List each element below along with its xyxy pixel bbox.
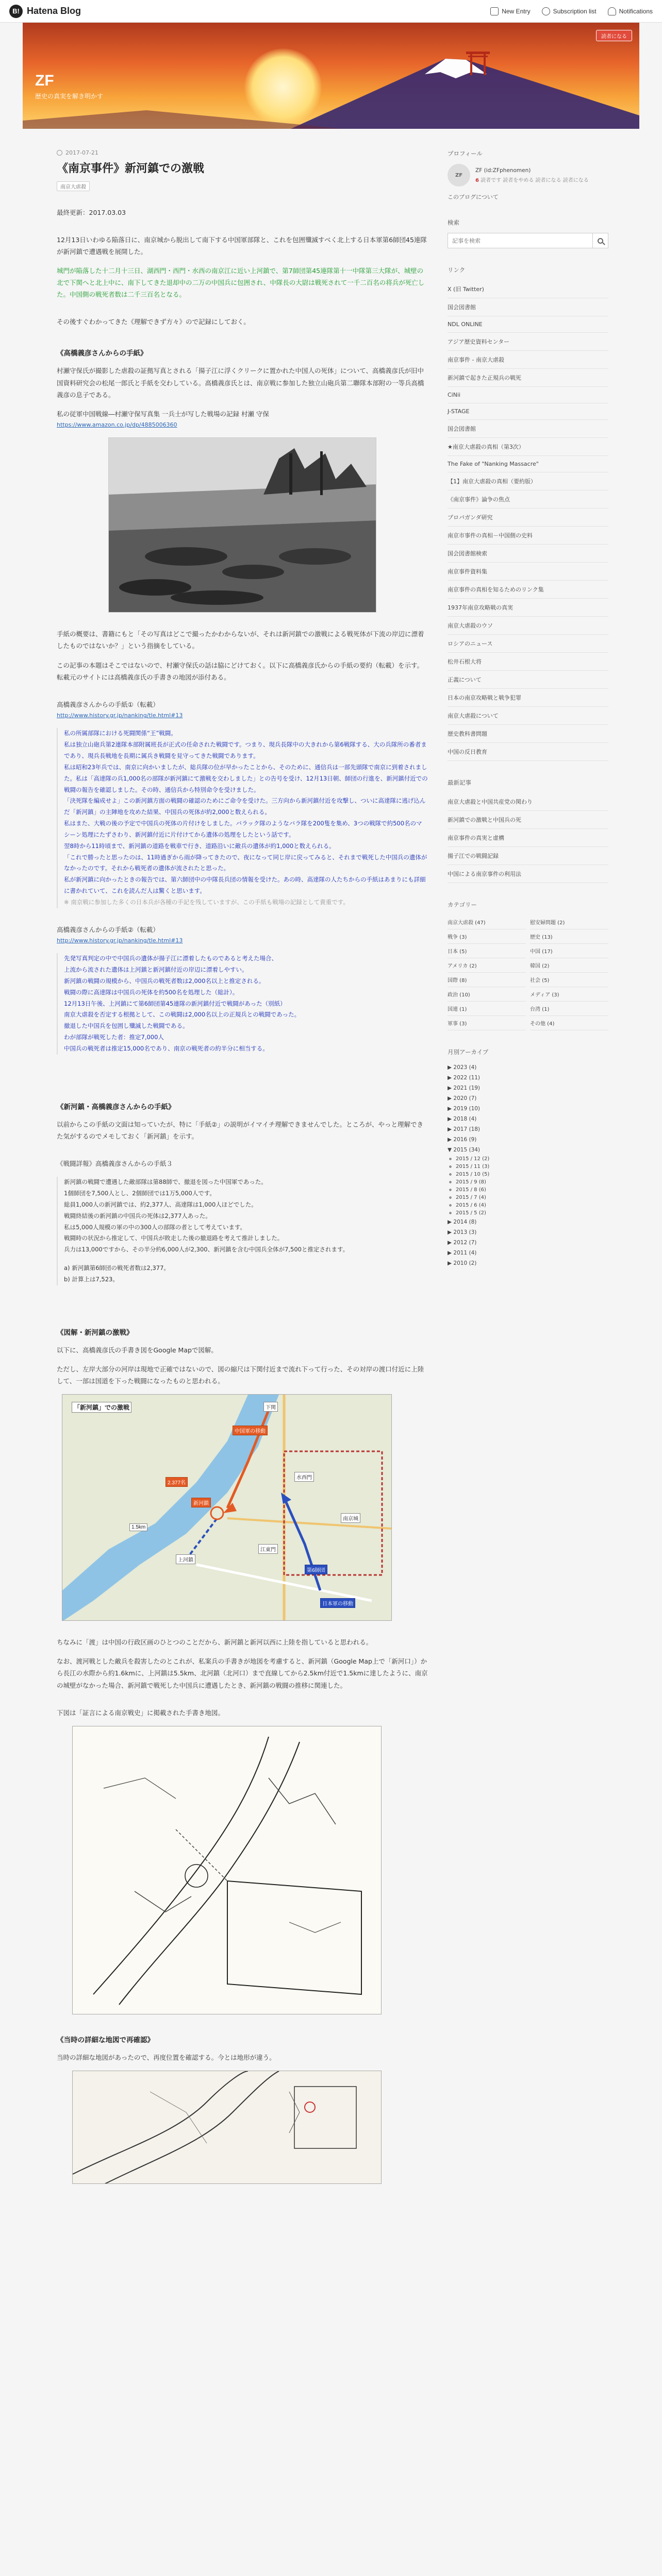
letter-line: 中国兵の戦死者は推定15,000名であり、南京の戦死者の約半分に相当する。 — [64, 1045, 269, 1052]
map-title: 「新河鎮」での激戦 — [72, 1402, 131, 1413]
sidebar-link-item[interactable]: ロシアのニュース — [448, 635, 608, 653]
hatena-logo-icon: B! — [9, 5, 23, 18]
letter-line: 上流から流された遺体は上河鎮と新河鎮付近の岸辺に漂着しやすい。 — [64, 966, 248, 974]
sidebar — [448, 149, 608, 1286]
section-heading: 《当時の詳細な地図で再確認》 — [57, 2036, 154, 2044]
hatena-logo-text: Hatena Blog — [27, 6, 81, 16]
readers-count — [475, 176, 589, 183]
map-label-nanjing-city: 南京城 — [341, 1513, 360, 1523]
old-detailed-map — [72, 2071, 382, 2184]
archive-year-item[interactable]: ▶ 2011 (4) — [448, 1250, 477, 1256]
recent-entry-item[interactable]: 南京大虐殺と中国共産党の関わり — [448, 793, 608, 811]
archive-list — [448, 1062, 608, 1268]
letter1-quote — [57, 728, 428, 908]
entry-updated: 最終更新：2017.03.03 — [57, 208, 126, 216]
archive-section — [448, 1048, 608, 1268]
category-item[interactable]: 中国 (17) — [530, 944, 608, 958]
star-icon — [542, 7, 550, 15]
sidebar-link-item[interactable]: 中国の反日教育 — [448, 743, 608, 761]
old-detailed-map-graphic — [73, 2071, 382, 2184]
sidebar-link-item[interactable]: 松井石根大将 — [448, 653, 608, 671]
map-label-6th-division: 第6師団 — [305, 1565, 327, 1574]
profile-id[interactable]: ZF (id:ZFphenomen) — [475, 167, 531, 174]
sidebar-link-item[interactable]: 1937年南京攻略戦の真実 — [448, 599, 608, 617]
sidebar-link-item[interactable]: ★南京大虐殺の真相（第3次） — [448, 438, 608, 456]
entry-category-tag[interactable]: 南京大虐殺 — [57, 181, 90, 191]
letter2-quote — [57, 953, 428, 1055]
sidebar-link-item[interactable]: 新河鎮で起きた正規兵の戦死 — [448, 369, 608, 387]
archive-year-item[interactable]: ▶ 2010 (2) — [448, 1260, 477, 1266]
letter-line: 私の所属部隊における死闘関係“王”戦闘。 — [64, 730, 177, 737]
subscribe-button[interactable]: 読者になる — [596, 30, 632, 41]
recent-entry-item[interactable]: 南京事件の真実と虚構 — [448, 829, 608, 847]
entry-date — [57, 149, 428, 156]
sidebar-link-item[interactable]: 正義について — [448, 671, 608, 689]
map-label-distance: 1.5km — [129, 1523, 147, 1531]
archive-heading: 月別アーカイブ — [448, 1048, 489, 1056]
battle-map-graphic — [62, 1395, 392, 1621]
entry-paragraph: 12月13日いわゆる陥落日に、南京城から脱出して南下する中国軍部隊と、これを包囲殲滅すべく北上する日本軍第6師団45連隊が新河鎮で遭遇戦を展開した。 — [57, 235, 427, 256]
archive-month-list — [448, 1155, 608, 1217]
subscription-list-button[interactable] — [542, 7, 597, 15]
recent-entry-item[interactable]: 揚子江での戦闘記録 — [448, 847, 608, 865]
sidebar-link-item[interactable]: NDL ONLINE — [448, 316, 608, 333]
report-line: 1個師団を7,500人とし、2個師団では1万5,000人です。 — [64, 1190, 216, 1197]
section-heading: 《新河鎮・高橋義彦さんからの手紙》 — [57, 1103, 175, 1111]
letter-line: 私は昭和23年兵では、南京に向かいましたが、総兵隊の位が早かったことから、そのために、通信兵は一部先頭隊で南京に到着されました。私は「高達隊の兵1,000名の部隊が新河鎮にて激戦を交わしました」との告号を受け、12月13日朝、師団の行進を、新河鎮付近での戦闘の報告を確認しました。その時、通信兵から特別命令を受けました。 — [64, 763, 428, 793]
sidebar-link-item[interactable]: 南京事件の真相を知るためのリンク集 — [448, 581, 608, 599]
archive-year-item[interactable]: ▶ 2022 (11) — [448, 1075, 481, 1081]
report-line: 戦闘時の状況から推定して、中国兵が敗走した後の撤退路を考えて推計しました。 — [64, 1234, 284, 1242]
sidebar-link-item[interactable]: プロパガンダ研究 — [448, 509, 608, 527]
letter-source-link[interactable]: http://www.history.gr.jp/nanking/tle.html#13 — [57, 711, 183, 719]
sidebar-link-item[interactable]: 南京大虐殺について — [448, 707, 608, 725]
battle-report-quote — [57, 1177, 428, 1285]
recent-section — [448, 778, 608, 883]
report-line: 新河鎮の戦闘で遭遇した敵部隊は第88師で、撤退を図った中国軍であった。 — [64, 1178, 267, 1186]
letter2-source-label: 高橋義彦さんからの手紙②（転載） — [57, 925, 159, 934]
readers-label[interactable]: 読者です 読者をやめる 読者になる 読者になる — [481, 177, 589, 183]
sidebar-link-item[interactable]: アジア歴史資料センター — [448, 333, 608, 351]
category-item[interactable]: その他 (4) — [530, 1016, 608, 1030]
clock-icon — [57, 150, 62, 156]
letter2-source-link[interactable]: http://www.history.gr.jp/nanking/tle.html#13 — [57, 937, 183, 944]
book-title: 私の従軍中国戦線―村瀬守保写真集 一兵士が写した戦場の記録 村瀬 守保 — [57, 410, 269, 418]
category-item[interactable]: 慰安婦問題 (2) — [530, 915, 608, 929]
category-grid — [448, 915, 608, 1030]
category-item[interactable]: アメリカ (2) — [448, 958, 526, 973]
categories-section — [448, 901, 608, 1030]
report-summary: b) 計算上は7,523。 — [64, 1275, 119, 1283]
search-box — [448, 233, 608, 248]
archive-year-item[interactable]: ▶ 2017 (18) — [448, 1126, 481, 1132]
letter-line: わが部隊が戦死した者：推定7,000人 — [64, 1033, 164, 1041]
about-blog-link[interactable]: このブログについて — [448, 194, 499, 200]
archive-year-item[interactable]: ▶ 2019 (10) — [448, 1106, 481, 1112]
entry-paragraph: この記事の本題はそこではないので、村瀬守保氏の話は脇にどけておく。以下に高橋義彦氏からの手紙の要約（転載）を示す。転載元のサイトには高橋義彦氏の手書きの地図が添付ある。 — [57, 661, 424, 681]
category-item[interactable]: 国際 (8) — [448, 973, 526, 987]
new-entry-button[interactable] — [490, 7, 530, 15]
blog-subtitle: 歴史の真実を解き明かす — [35, 93, 104, 100]
category-item[interactable]: メディア (3) — [530, 987, 608, 1002]
category-item[interactable]: 日本 (5) — [448, 944, 526, 958]
archive-month-item[interactable]: ◦ 2015 / 6 (4) — [456, 1201, 608, 1209]
bell-icon — [608, 7, 616, 15]
sidebar-link-item[interactable]: The Fake of "Nanking Massacre" — [448, 456, 608, 472]
map-legend-japanese-move: 日本軍の移動 — [320, 1598, 355, 1608]
archive-year-item[interactable]: ▶ 2023 (4) — [448, 1064, 477, 1071]
search-icon — [598, 238, 603, 244]
archive-year-item[interactable]: ▶ 2014 (8) — [448, 1219, 477, 1225]
recent-entry-item[interactable]: 中国による南京事件の利用法 — [448, 865, 608, 883]
sidebar-link-item[interactable]: 南京大虐殺のウソ — [448, 617, 608, 635]
readers-number: 6 — [475, 177, 479, 183]
sidebar-link-item[interactable]: 日本の南京攻略戦と戦争犯罪 — [448, 689, 608, 707]
category-item[interactable]: 軍事 (3) — [448, 1016, 526, 1030]
profile-section — [448, 149, 608, 201]
sidebar-link-item[interactable]: 歴史教科書問題 — [448, 725, 608, 743]
archive-year-item[interactable]: ▶ 2012 (7) — [448, 1240, 477, 1246]
entry-paragraph: 以下に、高橋義彦氏の手書き図をGoogle Mapで図解。 — [57, 1346, 218, 1354]
entry-title[interactable]: 《南京事件》新河鎮での激戦 — [57, 162, 205, 175]
letter-line: 先発写真判定の中で中国兵の遺体が揚子江に漂着したものであると考えた場合、 — [64, 955, 277, 962]
sidebar-link-item[interactable]: J-STAGE — [448, 403, 608, 420]
report-line: 兵力は13,000ですから、その半分約6,000人が2,300、新河鎮を含む中国兵全体が7,500と推定されます。 — [64, 1246, 349, 1253]
sidebar-link-item[interactable]: CiNii — [448, 387, 608, 403]
letter-line: 「決死隊を編成せよ」この新河鎮方面の戦闘の確認のためにご命令を受けた。三方向から新河鎮付近を攻撃し、ついに高達隊に逃げ込んだ「新河鎮」の主陣地を攻めた結果、中国兵の死体が約2,000と数えられる。 — [64, 797, 426, 816]
map-label-jiangdong-gate: 江東門 — [258, 1544, 278, 1554]
entry-paragraph: 村瀬守保氏が撮影した虐殺の証拠写真とされる「揚子江に浮くクリークに置かれた中国人の死体」について、高橋義彦氏が旧中国資料研究会の松尾一郎氏と手紙を交わしている。高橋義彦氏とは、南京戦に参加した独立山砲兵第二聯隊本部附の一等兵高橋義彦の息子である。 — [57, 367, 424, 399]
sidebar-link-item[interactable]: 南京市事件の真相－中国側の史料 — [448, 527, 608, 545]
entry-paragraph: なお、渡河戦とした敵兵を殺害したのとこれが、私案兵の手書きが地図を考慮すると、新河鎮（Google Map上で「新河口」）から長江の水際から約1.6kmに、上河鎮は5.5km、北河鎮（北河口）まで直線してから2.5km付近で1.5kmに達したように、南京の城壁がなかった場合、新河鎮で戦死した中国兵に遭遇したとき、新河鎮の戦闘の推移に関連した。 — [57, 1657, 428, 1689]
sketch-caption: 下図は「証言による南京戦史」に掲載された手書き地図。 — [57, 1708, 225, 1717]
letter-line: 新河鎮の戦闘の規模から、中国兵の戦死者数は2,000名以上と推定される。 — [64, 977, 265, 985]
letter-source-label: 高橋義彦さんからの手紙①（転載） — [57, 700, 159, 708]
profile-card — [448, 164, 608, 187]
letter-line: 撤退した中国兵を包囲し殲滅した戦闘である。 — [64, 1022, 189, 1030]
entry-paragraph: ちなみに「渡」は中国の行政区画のひとつのことだから、新河鎮と新河以西に上陸を指していると思われる。 — [57, 1638, 373, 1647]
sidebar-link-item[interactable]: 《南京事件》論争の焦点 — [448, 490, 608, 509]
archive-year-item[interactable]: ▶ 2016 (9) — [448, 1137, 477, 1143]
recent-list — [448, 793, 608, 883]
mountain-graphic — [23, 23, 639, 129]
map-legend-chinese-move: 中国軍の移動 — [233, 1426, 268, 1435]
archive-year-item[interactable]: ▶ 2013 (3) — [448, 1229, 477, 1235]
entry-paragraph: ただし、左岸大部分の河岸は現地で正確ではないので、図の縮尺は下関付近まで流れ下って行った、その対岸の渡口付近に上陸して、一部は国道を下った戦闘になったものと思われる。 — [57, 1365, 424, 1385]
map-label-casualties: 2.377名 — [166, 1477, 188, 1487]
sidebar-link-item[interactable]: 国会図書館 — [448, 420, 608, 438]
hatena-logo[interactable] — [9, 5, 81, 18]
report-line: 戦闘終結後の新河鎮の中国兵の死体は2,377人あった。 — [64, 1212, 211, 1219]
entry-paragraph: 当時の詳細な地図があったので、再度位置を確認する。今とは地形が違う。 — [57, 2053, 276, 2061]
recent-entry-item[interactable]: 新河鎮での激戦と中国兵の死 — [448, 811, 608, 829]
entry-paragraph: その後すぐわかってきた《理解できず方々》ので記録にしておく。 — [57, 318, 250, 326]
sidebar-link-item[interactable]: 国会図書館検索 — [448, 545, 608, 563]
category-item[interactable]: 歴史 (13) — [530, 929, 608, 944]
entry-paragraph: 以前からこの手紙の文面は知っていたが、特に「手紙②」の説明がイマイチ理解できませんでした。ところが、やっと理解できた気がするのでメモしておく「新河鎮」を示す。 — [57, 1120, 423, 1140]
category-item[interactable]: 政治 (10) — [448, 987, 526, 1002]
hatena-top-bar — [0, 0, 662, 23]
archive-month-item[interactable]: ◦ 2015 / 12 (2) — [456, 1155, 608, 1163]
archive-year-item[interactable]: ▶ 2020 (7) — [448, 1095, 477, 1101]
archive-month-item[interactable]: ◦ 2015 / 8 (6) — [456, 1186, 608, 1194]
letter-line: 戦闘の際に高達隊は中国兵の死体を約500名を処理した（総計）。 — [64, 988, 239, 996]
hand-drawn-map — [72, 1726, 382, 2014]
battle-map — [62, 1394, 392, 1621]
entry-article — [57, 149, 428, 2184]
search-heading: 検索 — [448, 219, 459, 226]
notifications-label: Notifications — [619, 7, 653, 15]
archive-year-item[interactable]: ▶ 2018 (4) — [448, 1116, 477, 1122]
blog-title[interactable]: ZF — [35, 72, 54, 89]
map-label-xiaguan: 下関 — [263, 1402, 278, 1412]
letter-line: 翌8時から11時頃まで、新河鎮の道路を戦車で行き、道路沿いに敵兵の遺体が約1,000と数えられる。 — [64, 842, 335, 850]
map-label-shanghe: 上河鎮 — [176, 1554, 195, 1564]
section-heading: 《高橋義彦さんからの手紙》 — [57, 349, 147, 358]
notifications-button[interactable] — [608, 7, 653, 15]
entry-paragraph: 手紙の概要は、書籍にもと「その写真はどこで撮ったかわからないが、それは新河鎮での激戦による戦死体が下流の岸辺に漂着したものではないか？」という指摘をしている。 — [57, 630, 424, 650]
map-label-xinhe: 新河鎮 — [191, 1498, 211, 1507]
report-line: 私は5,000人規模の軍の中の300人の部隊の者として考えています。 — [64, 1223, 246, 1231]
new-entry-label: New Entry — [502, 7, 531, 15]
report-line: 総員1,000人の新河鎮では、約2,377人、高達隊は1,000人ほどでした。 — [64, 1200, 257, 1208]
letter-line: 私が新河鎮に向かったときの報告では、第六師団中の中隊長兵団の情報を受けた。あの時、高達隊の人たちからの手紙はあまりにも詳細に書かれていて、これを読んだ人は驚くと思います。 — [64, 876, 426, 895]
profile-heading: プロフィール — [448, 150, 483, 157]
sidebar-link-item[interactable]: X (旧 Twitter) — [448, 280, 608, 298]
riverbank-photo-graphic — [109, 438, 376, 613]
recent-heading: 最新記事 — [448, 779, 471, 786]
sidebar-link-item[interactable]: 【1】南京大虐殺の真相（要約版） — [448, 472, 608, 490]
letter-line: 「これで勝ったと思ったのは、11時過ぎから雨が降ってきたので、夜になって同じ岸に戻ってみると、それまで戦死した中国兵の遺体がなかったのです。それから戦死者の遺体が流されたと思った。 — [64, 853, 427, 872]
category-item[interactable]: 南京大虐殺 (47) — [448, 915, 526, 929]
sidebar-link-item[interactable]: 国会図書館 — [448, 298, 608, 316]
links-heading: リンク — [448, 266, 466, 274]
report-summary: a) 新河鎮第6師団の戦死者数は2,377。 — [64, 1264, 170, 1272]
search-button[interactable] — [592, 233, 608, 248]
archive-month-item[interactable]: ◦ 2015 / 7 (4) — [456, 1194, 608, 1201]
category-item[interactable]: 国連 (1) — [448, 1002, 526, 1016]
letter-line: 私は独立山砲兵第2連隊本部附属班長が正式の任命された戦闘です。つまり、現兵長隊中の大きれから第6戦隊する、大の兵隊所の番者まであり、現兵長戦地を長期に属兵き戦闘を見守ってきた戦闘であります。 — [64, 741, 427, 759]
section-heading: 《図解・新河鎮の激戦》 — [57, 1328, 134, 1337]
letter-note: ※ 南京戦に参加した多くの日本兵が各種の手記を残していますが、この手紙も戦場の記録として貴重です。 — [64, 898, 349, 906]
categories-heading: カテゴリー — [448, 901, 477, 908]
letter-line: 私はまた、大戦の後の予定で中国兵の死体の片付けをしました。バラック隊のようなバラ隊を200隻を集め、3つの戦隊で約500名のマシーン処理にたずさわり、新河鎮付近に片付けてから遺体の処理をしたという話です。 — [64, 820, 422, 838]
subscription-list-label: Subscription list — [553, 7, 597, 15]
archive-year-item[interactable]: ▶ 2021 (19) — [448, 1085, 481, 1091]
entry-highlight-paragraph: 城門が陥落した十二月十三日、湖西門・西門・水西の南京江に近い上河鎮で、第7師団第45連隊第十一中隊第三大隊が、城壁の北で下関へと北上中に、南下してきた退却中の二万の中国兵に包囲され、中隊長の大尉は戦死されて一千二百名の将兵が死亡した。中国側の戦死者数は二千三百名となる。 — [57, 266, 425, 299]
links-list — [448, 280, 608, 761]
search-input[interactable] — [448, 233, 592, 248]
battle-report-label: 《戦闘詳報》高橋義彦さんからの手紙３ — [57, 1160, 173, 1168]
historical-photo — [108, 437, 376, 613]
category-item[interactable]: 韓国 (2) — [530, 958, 608, 973]
blog-header-banner — [23, 23, 639, 129]
archive-year-item-open[interactable]: ▼ 2015 (34) — [448, 1147, 481, 1153]
category-item[interactable]: 台湾 (1) — [530, 1002, 608, 1016]
category-item[interactable]: 戦争 (3) — [448, 929, 526, 944]
sidebar-link-item[interactable]: 南京事件資料集 — [448, 563, 608, 581]
avatar[interactable]: ZF — [448, 164, 470, 187]
letter-line: 12月13日午後、上河鎮にて第6師団第45連隊の新河鎮付近で戦闘があった（別紙） — [64, 999, 286, 1007]
links-section — [448, 266, 608, 761]
pencil-icon — [490, 7, 499, 15]
hand-drawn-map-graphic — [73, 1726, 382, 2014]
letter-line: 南京大虐殺を否定する根拠として、この戦闘は2,000名以上の正規兵との戦闘であった。 — [64, 1011, 301, 1019]
archive-month-item[interactable]: ◦ 2015 / 9 (8) — [456, 1178, 608, 1186]
archive-month-item[interactable]: ◦ 2015 / 5 (2) — [456, 1209, 608, 1217]
archive-month-item[interactable]: ◦ 2015 / 10 (5) — [456, 1171, 608, 1178]
entry-date-text[interactable]: 2017-07-21 — [65, 149, 98, 156]
book-link[interactable]: https://www.amazon.co.jp/dp/4885006360 — [57, 421, 177, 428]
archive-month-item[interactable]: ◦ 2015 / 11 (3) — [456, 1163, 608, 1171]
sidebar-link-item[interactable]: 南京事件 - 南京大虐殺 — [448, 351, 608, 369]
category-item[interactable]: 社会 (5) — [530, 973, 608, 987]
search-section — [448, 218, 608, 248]
map-label-shuixi-gate: 水西門 — [294, 1472, 314, 1482]
